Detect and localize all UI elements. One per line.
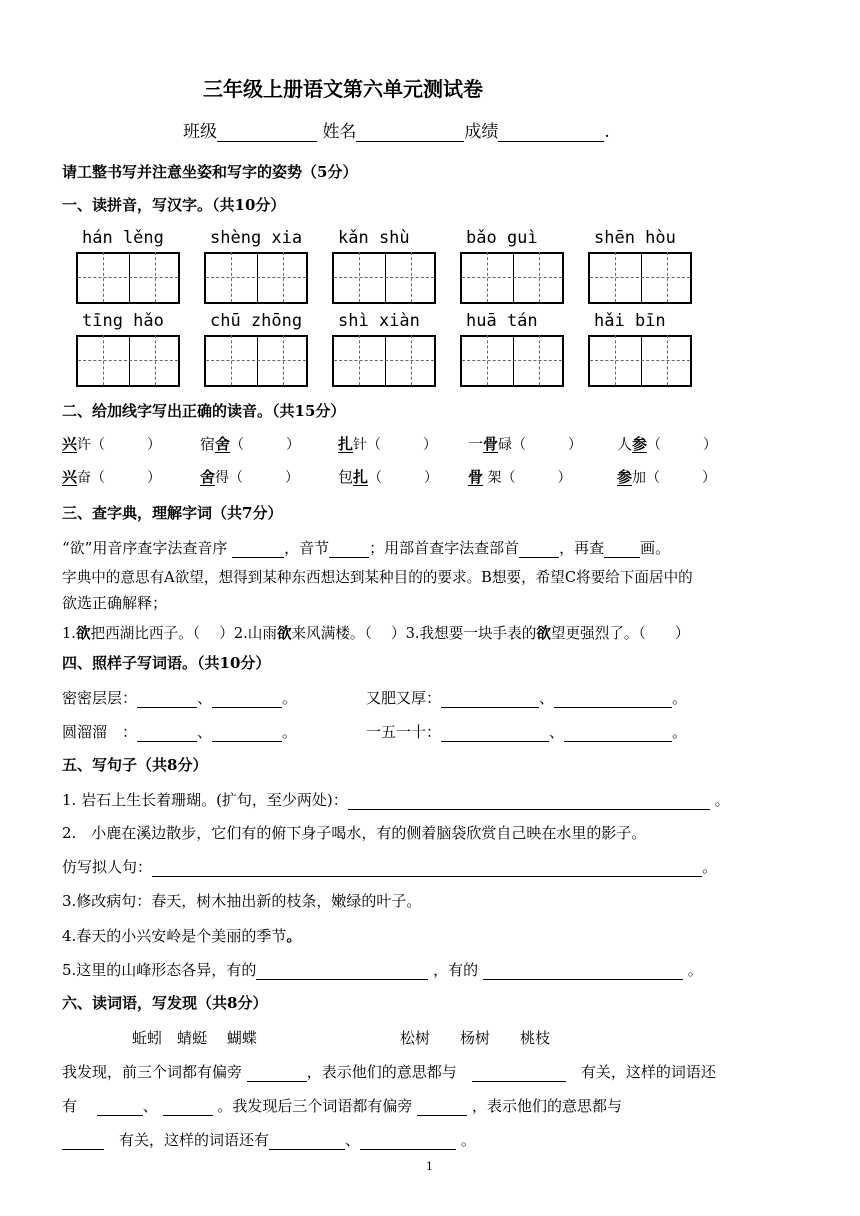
pronunciation-item: 参加（ ） [617, 468, 717, 486]
pronunciation-item: 包扎（ ） [338, 468, 439, 486]
writing-grid[interactable] [332, 335, 436, 387]
pronunciation-item: 兴许（ ） [62, 435, 162, 453]
section-1-heading: 一、读拼音，写汉字。（共10分） [62, 196, 286, 214]
section-3-heading: 三、查字典，理解字词（共7分） [62, 504, 283, 522]
bushou-blank[interactable] [519, 540, 559, 558]
sentence-blank[interactable] [256, 962, 428, 980]
pinyin-label: chū zhōng [210, 311, 303, 331]
word-blank[interactable] [564, 724, 672, 742]
underlined-char: 舍 [215, 435, 231, 453]
usage-questions: 1.欲把西湖比西子。（ ）2.山雨欲来风满楼。（ ）3.我想要一块手表的欲望更强烈了。（ ） [62, 625, 690, 642]
sentence-q2-imitate: 仿写拟人句： 。 [62, 858, 718, 876]
word-blank[interactable] [441, 724, 549, 742]
pinyin-label: shēn hòu [594, 228, 676, 248]
section-6-heading: 六、读词语，写发现（共8分） [62, 994, 268, 1012]
radical-blank[interactable] [247, 1064, 307, 1082]
underlined-char: 骨 [483, 435, 499, 453]
sentence-q2: 2. 小鹿在溪边散步，它们有的俯下身子喝水，有的侧着脑袋欣赏自己映在水里的影子。 [62, 824, 647, 842]
pronunciation-item: 骨 架（ ） [468, 468, 572, 486]
stroke-blank[interactable] [604, 540, 640, 558]
dictionary-question-line: “欲”用音序查字法查音序 ，音节 ；用部首查字法查部首 ，再查 画。 [62, 539, 671, 557]
word-group-2: 松树 杨树 桃枝 [400, 1029, 551, 1047]
page-title: 三年级上册语文第六单元测试卷 [203, 77, 483, 101]
writing-grid[interactable] [460, 335, 564, 387]
score-field[interactable] [498, 124, 604, 142]
sentence-q5: 5.这里的山峰形态各异，有的 ，有的 。 [62, 961, 703, 979]
underlined-char: 舍 [200, 468, 216, 486]
writing-grid[interactable] [460, 252, 564, 304]
definition-text-cont: 欲选正确解释； [62, 594, 168, 612]
discovery-line-1: 我发现，前三个词都有偏旁 ，表示他们的意思都与 有关，这样的词语还 [62, 1063, 716, 1081]
word-pattern-row-2b: 一五一十： 、 。 [366, 723, 688, 741]
underlined-char: 扎 [338, 435, 354, 453]
class-label: 班级 [183, 122, 217, 142]
student-info-line: 班级 姓名 成绩 . [183, 122, 610, 142]
section-2-heading: 二、给加线字写出正确的读音。（共15分） [62, 402, 346, 420]
word-blank[interactable] [97, 1098, 143, 1116]
word-group-1: 蚯蚓 蜻蜓 蝴蝶 [132, 1029, 257, 1047]
word-blank[interactable] [137, 690, 197, 708]
word-blank[interactable] [360, 1132, 456, 1150]
pinyin-label: huā tán [466, 311, 538, 331]
word-blank[interactable] [137, 724, 197, 742]
yinxu-blank[interactable] [232, 540, 284, 558]
word-blank[interactable] [212, 690, 282, 708]
underlined-char: 扎 [353, 468, 369, 486]
pronunciation-item: 人参（ ） [617, 435, 718, 453]
score-label: 成绩 [464, 122, 499, 142]
yinjie-blank[interactable] [329, 540, 369, 558]
word-pattern-row-1b: 又肥又厚： 、 。 [366, 689, 688, 707]
section-5-heading: 五、写句子（共8分） [62, 756, 208, 774]
definition-text: 字典中的意思有A欲望，想得到某种东西想达到某种目的的要求。B想要，希望C将要给下面居中的 [62, 569, 693, 586]
writing-grid[interactable] [76, 252, 180, 304]
underlined-char: 参 [632, 435, 648, 453]
pronunciation-item: 一骨碌（ ） [468, 435, 583, 453]
pronunciation-item: 扎针（ ） [338, 435, 438, 453]
section-4-heading: 四、照样子写词语。（共10分） [62, 654, 271, 672]
discovery-line-2: 有 、 。我发现后三个词语都有偏旁 ，表示他们的意思都与 [62, 1097, 622, 1115]
sentence-q3: 3.修改病句：春天，树木抽出新的枝条，嫩绿的叶子。 [62, 892, 422, 910]
pinyin-label: kǎn shù [338, 228, 410, 248]
writing-grid[interactable] [204, 335, 308, 387]
underlined-char: 兴 [62, 435, 78, 453]
sentence-blank[interactable] [483, 962, 683, 980]
word-blank[interactable] [212, 724, 282, 742]
underlined-char: 兴 [62, 468, 78, 486]
meaning-blank[interactable] [472, 1064, 566, 1082]
pronunciation-item: 兴奋（ ） [62, 468, 162, 486]
imitate-sentence-blank[interactable] [152, 859, 702, 877]
writing-grid[interactable] [76, 335, 180, 387]
underlined-char: 参 [617, 468, 633, 486]
pinyin-label: tīng hǎo [82, 311, 164, 331]
name-field[interactable] [356, 124, 464, 142]
word-pattern-row-2: 圆溜溜 ： 、 。 [62, 723, 298, 741]
writing-grid[interactable] [204, 252, 308, 304]
pronunciation-item: 舍得（ ） [200, 468, 300, 486]
discovery-line-3: 有关，这样的词语还有 、 。 [62, 1129, 476, 1150]
pinyin-label: hǎi bīn [594, 311, 666, 331]
page-number: 1 [426, 1160, 433, 1173]
word-blank[interactable] [554, 690, 672, 708]
pinyin-label: shèng xia [210, 228, 303, 248]
class-field[interactable] [217, 124, 317, 142]
pinyin-label: hán lěng [82, 228, 164, 248]
word-pattern-row-1: 密密层层： 、 。 [62, 689, 298, 707]
word-blank[interactable] [163, 1098, 213, 1116]
meaning-blank[interactable] [62, 1132, 104, 1150]
word-blank[interactable] [269, 1132, 345, 1150]
radical-blank[interactable] [417, 1098, 467, 1116]
word-blank[interactable] [441, 690, 539, 708]
writing-grid[interactable] [588, 252, 692, 304]
writing-grid[interactable] [588, 335, 692, 387]
pinyin-label: bǎo guì [466, 228, 538, 248]
expand-sentence-blank[interactable] [348, 792, 710, 810]
sentence-q4: 4.春天的小兴安岭是个美丽的季节。 [62, 927, 302, 945]
writing-instruction: 请工整书写并注意坐姿和写字的姿势（5分） [62, 163, 358, 181]
pronunciation-item: 宿舍（ ） [200, 435, 301, 453]
pinyin-label: shì xiàn [338, 311, 420, 331]
underlined-char: 骨 [468, 468, 484, 486]
sentence-q1: 1. 岩石上生长着珊瑚。(扩句，至少两处)： 。 [62, 791, 730, 809]
name-label: 姓名 [322, 122, 357, 142]
writing-grid[interactable] [332, 252, 436, 304]
